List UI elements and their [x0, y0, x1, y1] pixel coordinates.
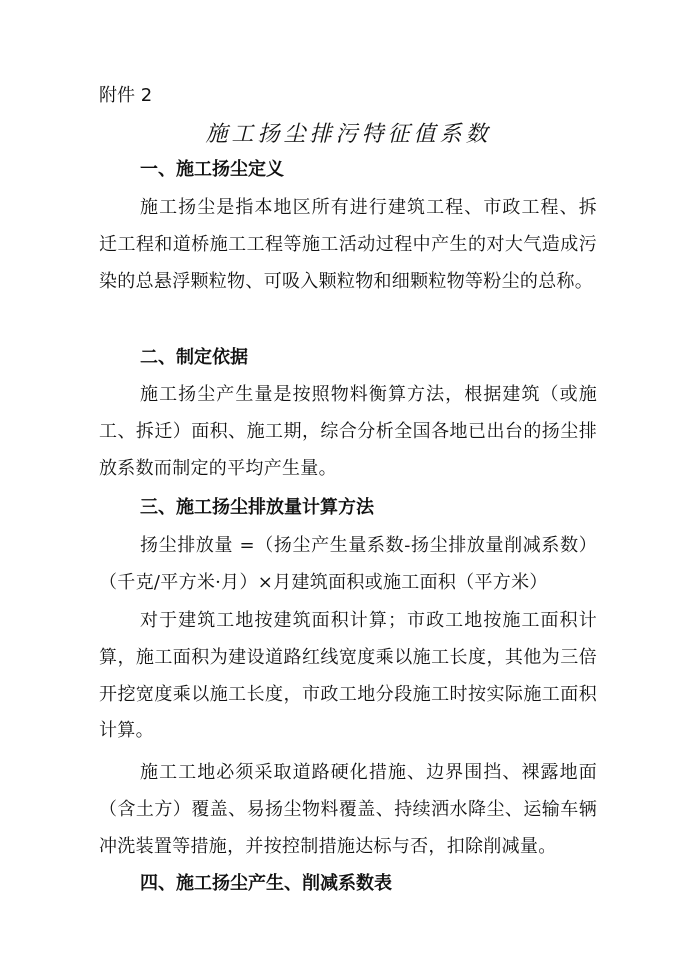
paragraph-control-measures: 施工工地必须采取道路硬化措施、边界围挡、裸露地面（含土方）覆盖、易扬尘物料覆盖、持续洒水降尘、运输车辆冲洗装置等措施，并按控制措施达标与否，扣除削减量。: [99, 762, 597, 857]
attachment-label: 附件 2: [99, 85, 153, 106]
section-heading-definition: 一、施工扬尘定义: [140, 159, 284, 180]
paragraph-basis: 施工扬尘产生量是按照物料衡算方法，根据建筑（或施工、拆迁）面积、施工期，综合分析全国各地已出台的扬尘排放系数而制定的平均产生量。: [99, 384, 597, 479]
paragraph-formula: 扬尘排放量 =（扬尘产生量系数-扬尘排放量削减系数）（千克/平方米·月）×月建筑面积或施工面积（平方米）: [99, 535, 597, 593]
section-heading-basis: 二、制定依据: [140, 347, 248, 368]
section-heading-coefficient-table: 四、施工扬尘产生、削减系数表: [140, 873, 392, 894]
document-title: 施工扬尘排污特征值系数: [205, 122, 492, 147]
section-heading-calculation-method: 三、施工扬尘排放量计算方法: [140, 497, 374, 518]
paragraph-definition: 施工扬尘是指本地区所有进行建筑工程、市政工程、拆迁工程和道桥施工工程等施工活动过程中产生的对大气造成污染的总悬浮颗粒物、可吸入颗粒物和细颗粒物等粉尘的总称。: [99, 197, 597, 292]
paragraph-area-rules: 对于建筑工地按建筑面积计算；市政工地按施工面积计算，施工面积为建设道路红线宽度乘以施工长度，其他为三倍开挖宽度乘以施工长度，市政工地分段施工时按实际施工面积计算。: [99, 610, 597, 742]
